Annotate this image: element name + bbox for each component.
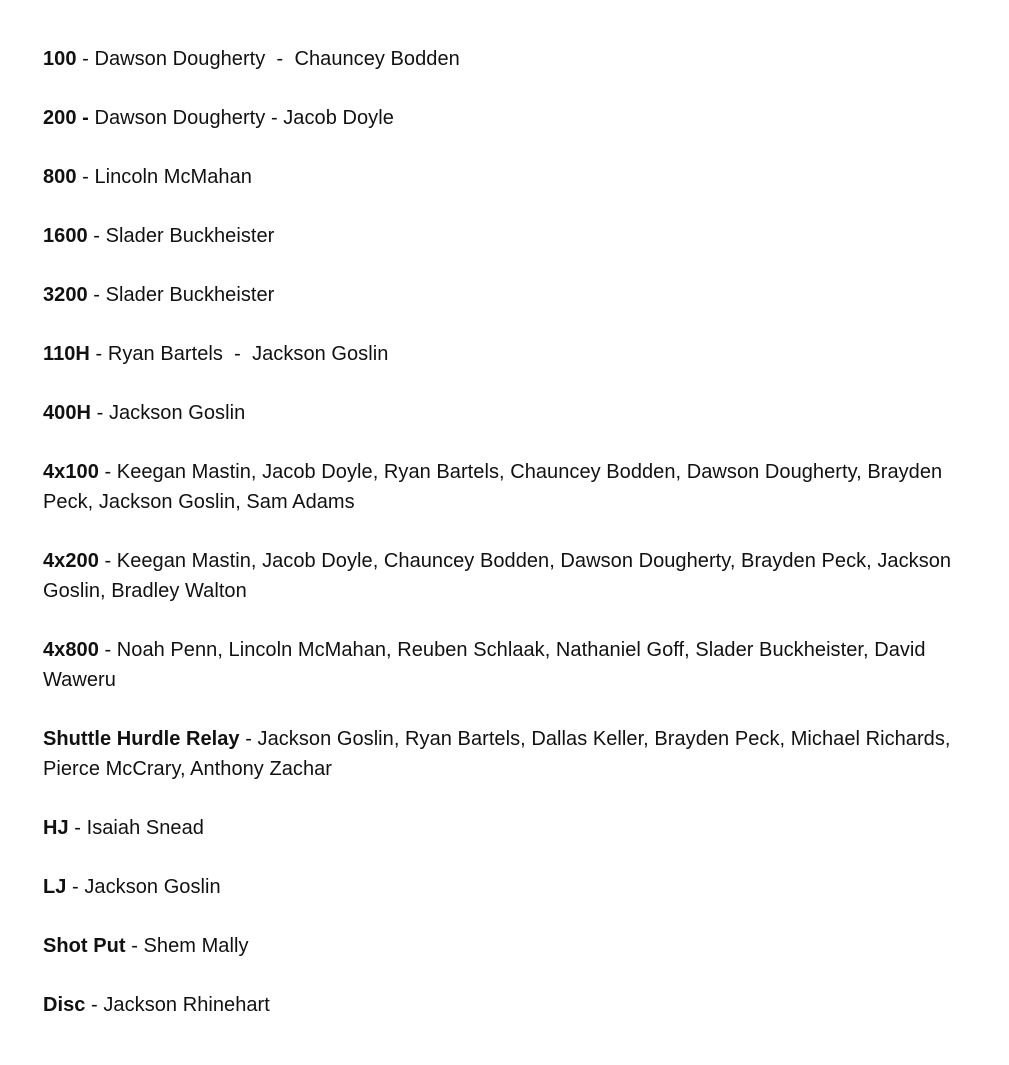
athletes: - Jackson Goslin [91, 402, 246, 424]
entry-lj [43, 872, 973, 902]
event-label: 4x200 [43, 550, 99, 572]
entry-1600 [43, 221, 973, 251]
athletes: - Jackson Goslin, Ryan Bartels, Dallas Keller, Brayden Peck, Michael Richards, Pierce McCrary, Anthony Zachar [43, 728, 957, 780]
athletes: - Keegan Mastin, Jacob Doyle, Chauncey Bodden, Dawson Dougherty, Brayden Peck, Jackson Goslin, Bradley Walton [43, 550, 957, 602]
event-label: 4x800 [43, 639, 99, 661]
event-label: 800 [43, 166, 77, 188]
document-body [43, 44, 973, 1049]
athletes: - Noah Penn, Lincoln McMahan, Reuben Schlaak, Nathaniel Goff, Slader Buckheister, David Waweru [43, 639, 932, 691]
entry-hj [43, 813, 973, 843]
entry-3200 [43, 280, 973, 310]
event-label: 1600 [43, 225, 88, 247]
entry-4x100 [43, 457, 973, 517]
entry-disc [43, 990, 973, 1020]
event-label: LJ [43, 876, 67, 898]
athletes: - Slader Buckheister [87, 225, 275, 247]
event-label: Shuttle Hurdle Relay [43, 728, 240, 750]
entry-4x200 [43, 546, 973, 606]
event-label: Disc [43, 994, 86, 1016]
athletes: - Slader Buckheister [87, 284, 275, 306]
event-label: 200 - [43, 107, 89, 129]
event-label: 100 [43, 48, 77, 70]
event-label: 3200 [43, 284, 88, 306]
entry-4x800 [43, 635, 973, 695]
entry-shuttle-hurdle-relay [43, 724, 973, 784]
athletes: - Jackson Goslin [66, 876, 221, 898]
athletes: - Ryan Bartels - Jackson Goslin [89, 343, 389, 365]
entry-800 [43, 162, 973, 192]
entry-100 [43, 44, 973, 74]
event-label: Shot Put [43, 935, 126, 957]
athletes: - Lincoln McMahan [76, 166, 252, 188]
entry-shot-put [43, 931, 973, 961]
athletes: - Keegan Mastin, Jacob Doyle, Ryan Bartels, Chauncey Bodden, Dawson Dougherty, Brayden Peck, Jackson Goslin, Sam Adams [43, 461, 948, 513]
athletes: - Shem Mally [125, 935, 249, 957]
athletes: - Jackson Rhinehart [85, 994, 270, 1016]
entry-400h [43, 398, 973, 428]
event-label: 4x100 [43, 461, 99, 483]
athletes: - Isaiah Snead [68, 817, 204, 839]
event-label: HJ [43, 817, 69, 839]
athletes: Dawson Dougherty - Jacob Doyle [88, 107, 394, 129]
event-label: 110H [43, 343, 90, 365]
athletes: - Dawson Dougherty - Chauncey Bodden [76, 48, 460, 70]
entry-200 [43, 103, 973, 133]
event-label: 400H [43, 402, 92, 424]
entry-110h [43, 339, 973, 369]
